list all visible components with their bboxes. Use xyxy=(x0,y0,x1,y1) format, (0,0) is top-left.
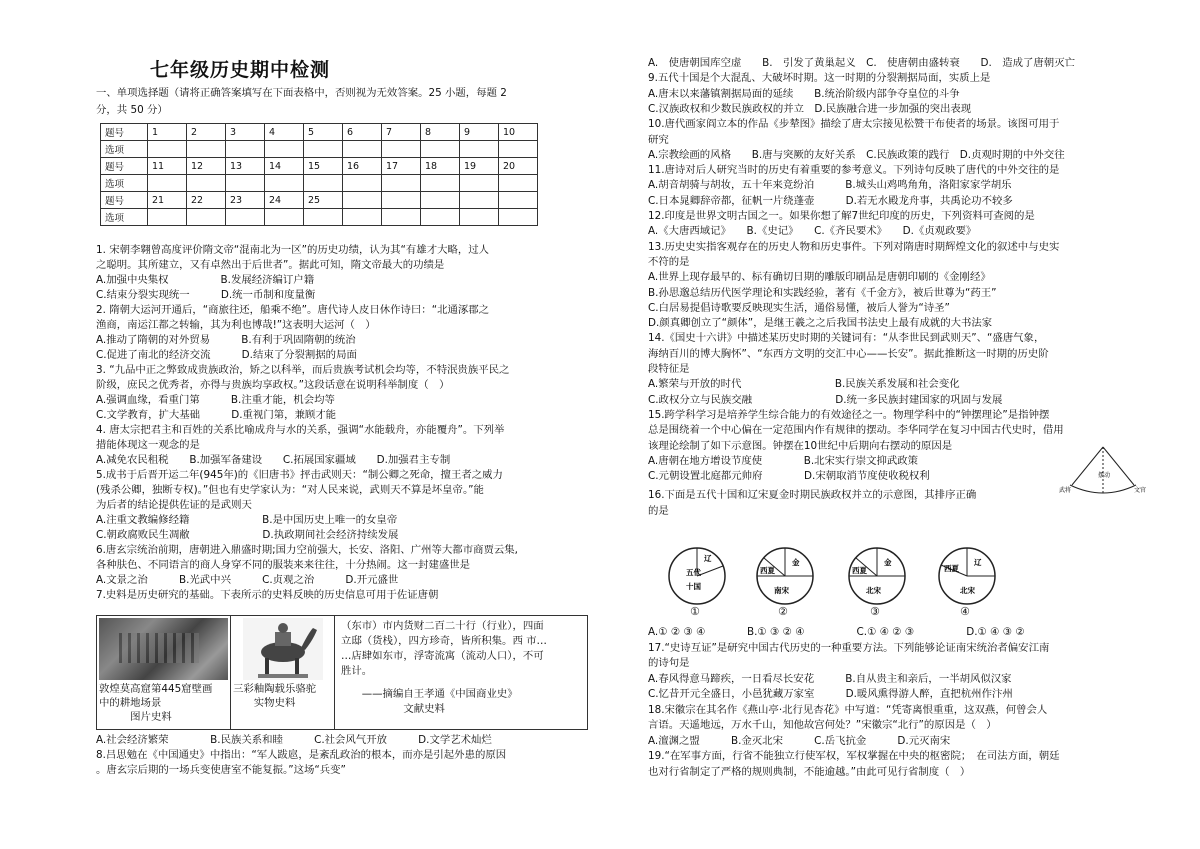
regime-label: 西夏 xyxy=(852,566,867,575)
question-number xyxy=(382,192,421,209)
row-label: 选项 xyxy=(101,209,148,226)
question-number: 8 xyxy=(421,124,460,141)
regime-label: 金 xyxy=(884,558,892,567)
text-line: C.文学教育，扩大基础 D.重视门第，兼顾才能 xyxy=(96,409,337,421)
table-row xyxy=(101,209,538,226)
table-row xyxy=(101,192,538,209)
text-line: 16.下面是五代十国和辽宋夏金时期民族政权并立的示意图，其排序正确 xyxy=(648,489,977,502)
text-line: 的是 xyxy=(648,504,669,517)
text-line: 13.历史史实指客观存在的历史人物和历史事件。下列对隋唐时期辉煌文化的叙述中与史实 xyxy=(648,240,1060,253)
regime-pie-diagram xyxy=(936,545,998,607)
text-line: 10.唐代画家阎立本的作品《步辇图》描绘了唐太宗接见松赞干布使者的场景。该图可用于 xyxy=(648,118,1060,131)
question-number: 4 xyxy=(265,124,304,141)
text-line: 段特征是 xyxy=(648,363,690,375)
text-line: 5.成书于后晋开运二年(945年)的《旧唐书》抨击武则天：“制公卿之死命，擅王者之威力 xyxy=(96,469,503,481)
text-line: B.孙思邈总结历代医学理论和实践经验，著有《千金方》，被后世尊为“药王” xyxy=(648,286,997,299)
question-number: 12 xyxy=(187,158,226,175)
text-line: 11.唐诗对后人研究当时的历史有着重要的参考意义。下列诗句反映了唐代的中外交往的是 xyxy=(648,164,1060,177)
question-number: 11 xyxy=(148,158,187,175)
text-line: A.注重文教编修经籍 B.是中国历史上唯一的女皇帝 xyxy=(96,514,398,526)
regime-label: 五代 xyxy=(686,568,701,577)
swing-left-label: 武将 xyxy=(1059,487,1072,494)
source-text: 文献史料 xyxy=(341,703,445,715)
answer-cell[interactable] xyxy=(343,175,382,192)
question-number: 16 xyxy=(343,158,382,175)
question-number xyxy=(499,192,538,209)
text-line: C.促进了南北的经济交流 D.结束了分裂割据的局面 xyxy=(96,349,357,361)
answer-cell[interactable] xyxy=(499,209,538,226)
text-line: 。唐玄宗后期的一场兵变使唐室不能复振。”这场“兵变” xyxy=(96,764,346,776)
text-line: 17.“史诗互证”是研究中国古代历史的一种重要方法。下列能够论证南宋统治者偏安江南 xyxy=(648,641,1050,654)
question-number: 3 xyxy=(226,124,265,141)
caption: 中的耕地场景 xyxy=(99,697,162,709)
text-line: 9.五代十国是个大混乱、大破坏时期。这一时期的分裂割据局面，实质上是 xyxy=(648,72,991,85)
question-number: 6 xyxy=(343,124,382,141)
text-line: A.世界上现存最早的、标有确切日期的雕版印刷品是唐朝印刷的《金刚经》 xyxy=(648,271,991,284)
answer-cell[interactable] xyxy=(265,209,304,226)
answer-cell[interactable] xyxy=(421,141,460,158)
caption: 图片史料 xyxy=(99,711,172,723)
regime-label: 西夏 xyxy=(944,564,959,573)
question-number: 18 xyxy=(421,158,460,175)
answer-cell[interactable] xyxy=(265,141,304,158)
text-line: 15.跨学科学习是培养学生综合能力的有效途径之一。物理学科中的“钟摆理论”是指钟摆 xyxy=(648,408,1050,421)
swing-right-label: 文官 xyxy=(1134,487,1147,494)
answer-cell[interactable] xyxy=(304,175,343,192)
answer-cell[interactable] xyxy=(460,175,499,192)
regime-label: 西夏 xyxy=(760,566,775,575)
text-line: 阶级，庶民之优秀者，亦得与贵族均享政权。”这段话意在说明科举制度（ ） xyxy=(96,379,450,391)
text-line: 6.唐玄宗统治前期，唐朝进入鼎盛时期;国力空前强大，长安、洛阳、广州等大都市商贾云集, xyxy=(96,544,518,556)
answer-cell[interactable] xyxy=(226,175,265,192)
question-number: 13 xyxy=(226,158,265,175)
text-line: 不符的是 xyxy=(648,255,690,268)
answer-table xyxy=(100,123,538,226)
source-text: ——摘编自王孝通《中国商业史》 xyxy=(341,688,518,700)
text-line: 言语。天遥地远，万水千山，知他故宫何处？”宋徽宗“北行”的原因是（ ） xyxy=(648,719,997,731)
regime-label: 辽 xyxy=(704,554,712,563)
question-number xyxy=(421,192,460,209)
answer-cell[interactable] xyxy=(304,141,343,158)
source-text: …店肆如东市，浮寄流寓（流动人口），不可 xyxy=(341,650,544,662)
text-line: A.唐末以来藩镇割据局面的延续 B.统治阶级内部争夺皇位的斗争 xyxy=(648,87,960,100)
answer-cell[interactable] xyxy=(148,209,187,226)
text-line: 为后者的结论提供佐证的是武则天 xyxy=(96,499,252,511)
row-label: 题号 xyxy=(101,158,148,175)
regime-label: 北宋 xyxy=(866,586,881,595)
text-line: 3. “九品中正之弊致成贵族政治，矫之以科举，而后贵族考试机会均等，不特泯贵族平民之 xyxy=(96,364,510,376)
text-line: 19.“在军事方面，行省不能独立行使军权，军权掌握在中央的枢密院； 在司法方面，朝廷 xyxy=(648,750,1060,762)
answer-cell[interactable] xyxy=(187,141,226,158)
text-line: C.结束分裂实现统一 D.统一币制和度量衡 xyxy=(96,289,316,301)
question-number: 9 xyxy=(460,124,499,141)
pendulum-diagram xyxy=(1058,445,1148,505)
question-number: 17 xyxy=(382,158,421,175)
question-number: 19 xyxy=(460,158,499,175)
answer-cell[interactable] xyxy=(499,141,538,158)
question-number: 23 xyxy=(226,192,265,209)
question-number: 24 xyxy=(265,192,304,209)
text-line: A.春风得意马蹄疾，一日看尽长安花 B.自从贵主和亲后，一半胡风似汉家 xyxy=(648,672,1012,685)
text-line: A.社会经济繁荣 B.民族关系和睦 C.社会风气开放 D.文学艺术灿烂 xyxy=(96,734,492,746)
text-line: 18.宋徽宗在其名作《燕山亭·北行见杏花》中写道：“凭寄离恨重重，这双燕，何曾会人 xyxy=(648,703,1048,716)
question-number: 25 xyxy=(304,192,343,209)
text-line: 海纳百川的博大胸怀”、“东西方文明的交汇中心——长安”。据此推断这一时期的历史阶 xyxy=(648,347,1049,360)
camel-figure-icon xyxy=(243,618,323,680)
answer-cell[interactable] xyxy=(382,141,421,158)
text-line: C.日本晁卿辞帝都，征帆一片绕蓬壶 D.若无水殿龙舟事，共禹论功不较多 xyxy=(648,194,1013,207)
answer-cell[interactable] xyxy=(187,209,226,226)
pie-number: ④ xyxy=(960,605,970,618)
row-label: 题号 xyxy=(101,124,148,141)
answer-cell[interactable] xyxy=(304,209,343,226)
text-line: 一、单项选择题（请将正确答案填写在下面表格中，否则视为无效答案。25 小题，每题 2 xyxy=(96,87,507,99)
question-number: 5 xyxy=(304,124,343,141)
question-number xyxy=(460,192,499,209)
camel-image-panel xyxy=(230,615,335,730)
text-line: 研究 xyxy=(648,133,669,146)
caption: 三彩釉陶载乐骆驼 xyxy=(233,683,317,695)
pie-number: ② xyxy=(778,605,788,618)
text-line: 7.史料是历史研究的基础。下表所示的史料反映的历史信息可用于佐证唐朝 xyxy=(96,589,439,601)
question-number: 14 xyxy=(265,158,304,175)
text-line: 分，共 50 分） xyxy=(96,104,168,116)
answer-cell[interactable] xyxy=(226,141,265,158)
text-line: A.文景之治 B.光武中兴 C.贞观之治 D.开元盛世 xyxy=(96,574,399,586)
table-row xyxy=(101,124,538,141)
regime-label: 辽 xyxy=(974,558,982,567)
pie-number: ① xyxy=(690,605,700,618)
answer-cell[interactable] xyxy=(148,141,187,158)
regime-label: 南宋 xyxy=(774,586,789,595)
text-line: 该理论绘制了如下示意图。钟摆在10世纪中后期向右摆动的原因是 xyxy=(648,439,953,452)
text-line: (残杀公卿，独断专权)。”但也有史学家认为：“对人民来说，武则天不算是坏皇帝。”能 xyxy=(96,484,484,496)
text-line: C.汉族政权和少数民族政权的并立 D.民族融合进一步加强的突出表现 xyxy=(648,102,972,115)
text-line: 措能体现这一观念的是 xyxy=(96,439,200,451)
mural-image-panel xyxy=(96,615,231,730)
answer-cell[interactable] xyxy=(382,175,421,192)
text-line: C.忆昔开元全盛日，小邑犹藏万家室 D.暖风熏得游人醉，直把杭州作汴州 xyxy=(648,688,1013,700)
question-number: 22 xyxy=(187,192,226,209)
swing-center-label: 摆动 xyxy=(1098,472,1111,479)
row-label: 选项 xyxy=(101,141,148,158)
text-line: 4. 唐太宗把君主和百姓的关系比喻成舟与水的关系，强调“水能载舟，亦能覆舟”。下列举 xyxy=(96,424,505,436)
question-number: 10 xyxy=(499,124,538,141)
text-line: 也对行省制定了严格的规则典制，不能逾越。”由此可见行省制度（ ） xyxy=(648,765,971,778)
text-line: 的诗句是 xyxy=(648,657,690,669)
text-line: A.宗教绘画的风格 B.唐与突厥的友好关系 C.民族政策的践行 D.贞观时期的中外交往 xyxy=(648,148,1065,161)
caption: 敦煌莫高窟第445窟壁画 xyxy=(99,683,213,695)
regime-pie-diagram xyxy=(846,545,908,607)
text-line: C.白居易提倡诗歌要反映现实生活，通俗易懂，被后人誉为“诗圣” xyxy=(648,301,950,314)
text-line: 渔商，南运江都之转输，其为利也博哉!”这表明大运河（ ） xyxy=(96,319,376,331)
table-row xyxy=(101,175,538,192)
answer-cell[interactable] xyxy=(343,209,382,226)
question-number: 15 xyxy=(304,158,343,175)
row-label: 题号 xyxy=(101,192,148,209)
answer-cell[interactable] xyxy=(421,209,460,226)
caption: 实物史料 xyxy=(233,697,296,709)
page-title: 七年级历史期中检测 xyxy=(150,59,331,81)
question-number: 1 xyxy=(148,124,187,141)
source-text: 胜计。 xyxy=(341,665,373,677)
pie-number: ③ xyxy=(870,605,880,618)
question-number: 21 xyxy=(148,192,187,209)
source-text: 立邸（货栈），四方珍奇，皆所积集。西 市… xyxy=(341,635,547,647)
text-line: A.① ② ③ ④ B.① ③ ② ④ C.① ④ ② ③ D.① ④ ③ ② xyxy=(648,626,1025,638)
regime-label: 金 xyxy=(792,558,800,567)
question-number: 2 xyxy=(187,124,226,141)
text-line: 总是围绕着一个中心偏在一定范围内作有规律的摆动。李华同学在复习中国古代史时，借用 xyxy=(648,424,1064,437)
question-number xyxy=(343,192,382,209)
text-line: 各种肤色、不同语言的商人身穿不同的服装来来往往，十分热闹。这一封建盛世是 xyxy=(96,559,471,571)
answer-cell[interactable] xyxy=(187,175,226,192)
answer-cell[interactable] xyxy=(382,209,421,226)
text-line: C.政权分立与民族交融 D.统一多民族封建国家的巩固与发展 xyxy=(648,393,1003,406)
regime-pie-diagram xyxy=(666,545,728,607)
text-line: A.唐朝在地方增设节度使 B.北宋实行崇文抑武政策 xyxy=(648,454,919,467)
answer-cell[interactable] xyxy=(499,175,538,192)
text-line: A.繁荣与开放的时代 B.民族关系发展和社会变化 xyxy=(648,378,960,391)
table-row xyxy=(101,141,538,158)
text-line: A.推动了隋朝的对外贸易 B.有利于巩固隋朝的统治 xyxy=(96,334,356,346)
text-line: A.澶渊之盟 B.金灭北宋 C.岳飞抗金 D.元灭南宋 xyxy=(648,734,951,747)
row-label: 选项 xyxy=(101,175,148,192)
text-line: A. 使唐朝国库空虚 B. 引发了黄巢起义 C. 使唐朝由盛转衰 D. 造成了唐朝灭亡 xyxy=(648,57,1075,69)
regime-label: 北宋 xyxy=(960,586,975,595)
text-line: 14.《国史十六讲》中描述某历史时期的关键词有：“从李世民到武则天”、“盛唐气象， xyxy=(648,332,1045,345)
text-line: A.加强中央集权 B.发展经济编订户籍 xyxy=(96,274,315,286)
text-line: A.胡音胡骑与胡妆，五十年来竞纷泊 B.城头山鸡鸣角角，洛阳家家学胡乐 xyxy=(648,179,1012,192)
answer-cell[interactable] xyxy=(265,175,304,192)
answer-cell[interactable] xyxy=(226,209,265,226)
answer-cell[interactable] xyxy=(421,175,460,192)
regime-pie-diagram xyxy=(754,545,816,607)
regime-label: 十国 xyxy=(686,582,701,591)
text-line: 2. 隋朝大运河开通后，“商旅往还，船乘不绝”。唐代诗人皮日休作诗曰：“北通涿郡之 xyxy=(96,304,490,316)
question-number: 7 xyxy=(382,124,421,141)
text-source-panel xyxy=(334,615,588,730)
text-line: A.《大唐西域记》 B.《史记》 C.《齐民要术》 D.《贞观政要》 xyxy=(648,225,977,238)
text-line: C.元朝设置北庭都元帅府 D.宋朝取消节度使收税权利 xyxy=(648,470,930,483)
text-line: D.颜真卿创立了“颜体”，是继王羲之之后我国书法史上最有成就的大书法家 xyxy=(648,317,993,330)
text-line: 之聪明。其所建立，又有卓然出于后世者”。据此可知，隋文帝最大的功绩是 xyxy=(96,259,445,271)
answer-cell[interactable] xyxy=(148,175,187,192)
mural-picture xyxy=(99,618,228,680)
text-line: C.朝政腐败民生凋敝 D.执政期间社会经济持续发展 xyxy=(96,529,399,541)
text-line: A.强调血缘，看重门第 B.注重才能，机会均等 xyxy=(96,394,335,406)
text-line: 12.印度是世界文明古国之一。如果你想了解7世纪印度的历史，下列资料可查阅的是 xyxy=(648,210,1035,222)
source-text: （东市）市内货财二百二十行（行业），四面 xyxy=(341,620,544,632)
question-number: 20 xyxy=(499,158,538,175)
answer-cell[interactable] xyxy=(460,141,499,158)
text-line: 8.吕思勉在《中国通史》中指出：“军人跋扈，是紊乱政治的根本，而亦是引起外患的原因 xyxy=(96,749,507,761)
text-line: 1. 宋朝李翱曾高度评价隋文帝“混南北为一区”的历史功绩，认为其“有雄才大略，过人 xyxy=(96,244,490,256)
table-row xyxy=(101,158,538,175)
text-line: A.减免农民租税 B.加强军备建设 C.拓展国家疆域 D.加强君主专制 xyxy=(96,454,451,466)
answer-cell[interactable] xyxy=(343,141,382,158)
answer-cell[interactable] xyxy=(460,209,499,226)
